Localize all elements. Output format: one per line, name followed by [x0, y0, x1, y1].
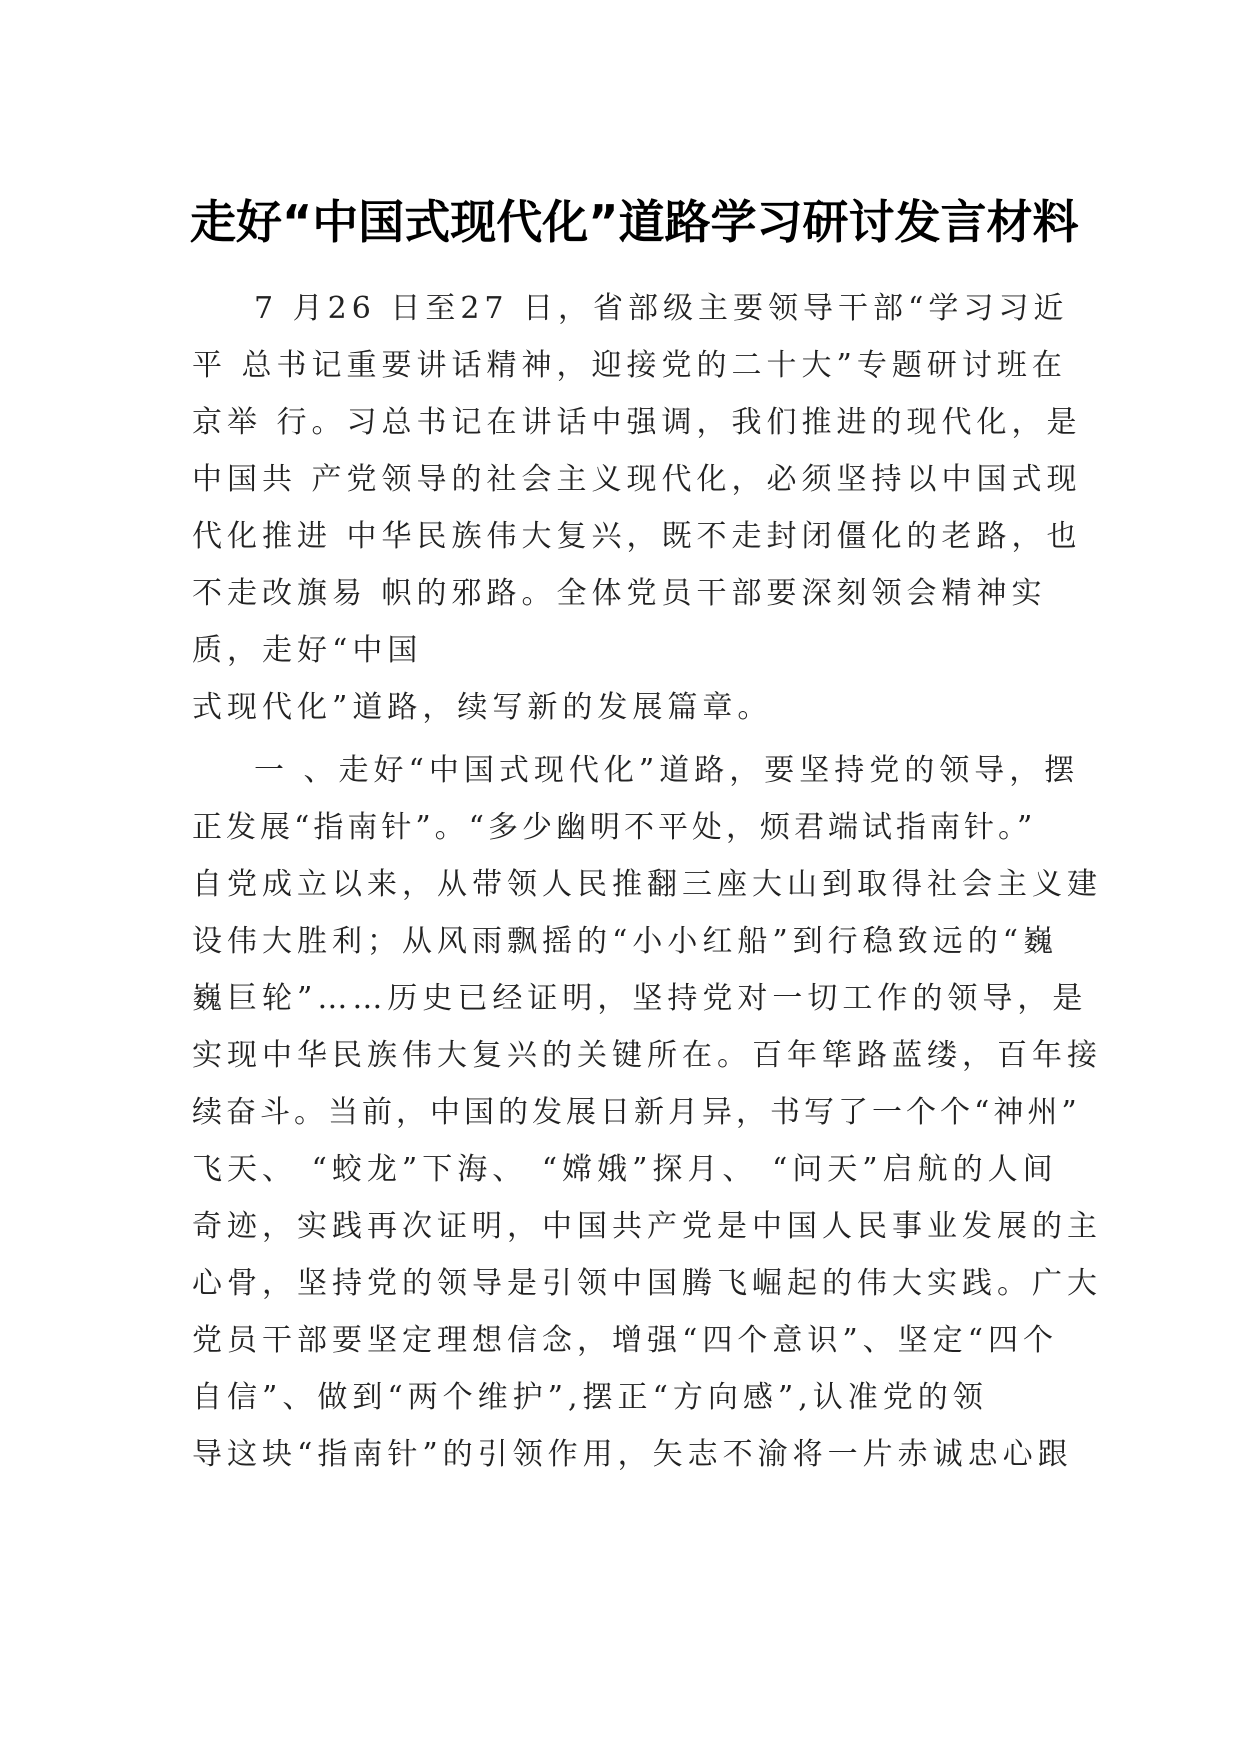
paragraph-line: 党员干部要坚定理想信念，增强“四个意识”、坚定“四个 [192, 1323, 1059, 1358]
paragraph-section-one [192, 742, 1102, 1483]
paragraph-line: 式现代化”道路，续写新的发展篇章。 [192, 690, 773, 725]
paragraph-line: 自党成立以来，从带领人民推翻三座大山到取得社会主义建 [192, 867, 1102, 902]
paragraph-line: 平 总书记重要讲话精神，迎接党的二十大”专题研讨班在 [192, 348, 1067, 383]
paragraph-line: 飞天、 “蛟龙”下海、 “嫦娥”探月、 “问天”启航的人间 [192, 1152, 1058, 1187]
paragraph-line: 导这块“指南针”的引领作用，矢志不渝将一片赤诚忠心跟 [192, 1437, 1073, 1472]
paragraph-line: 正发展“指南针”。“多少幽明不平处，烦君端试指南针。” [192, 810, 1037, 845]
paragraph-line: 续奋斗。当前，中国的发展日新月异，书写了一个个“神州” [192, 1095, 1081, 1130]
paragraph-line: 代化推进 中华民族伟大复兴，既不走封闭僵化的老路，也 [192, 519, 1082, 554]
paragraph-line: 设伟大胜利；从风雨飘摇的“小小红船”到行稳致远的“巍 [192, 924, 1059, 959]
paragraph-line: 实现中华民族伟大复兴的关键所在。百年筚路蓝缕，百年接 [192, 1038, 1102, 1073]
paragraph-line: 7 月26 日至27 日，省部级主要领导干部“学习习近 [254, 291, 1069, 326]
paragraph-line: 心骨，坚持党的领导是引领中国腾飞崛起的伟大实践。广大 [192, 1266, 1102, 1301]
paragraph-line: 奇迹，实践再次证明，中国共产党是中国人民事业发展的主 [192, 1209, 1102, 1244]
paragraph-line: 京举 行。习总书记在讲话中强调，我们推进的现代化，是 [192, 405, 1082, 440]
document-body [192, 280, 1102, 1483]
paragraph-line: 巍巨轮”……历史已经证明，坚持党对一切工作的领导，是 [192, 981, 1088, 1016]
paragraph-line: 中国共 产党领导的社会主义现代化，必须坚持以中国式现 [192, 462, 1082, 497]
paragraph-line: 不走改旗易 帜的邪路。全体党员干部要深刻领会精神实 [192, 576, 1047, 611]
paragraph-line: 自信”、做到“两个维护”,摆正“方向感”,认准党的领 [192, 1380, 988, 1415]
paragraph-line: 质，走好“中国 [192, 633, 423, 668]
paragraph-intro [192, 280, 1082, 736]
document-title: 走好“中国式现代化”道路学习研讨发言材料 [190, 195, 1079, 249]
paragraph-line: 一 、走好“中国式现代化”道路，要坚持党的领导，摆 [254, 753, 1080, 788]
